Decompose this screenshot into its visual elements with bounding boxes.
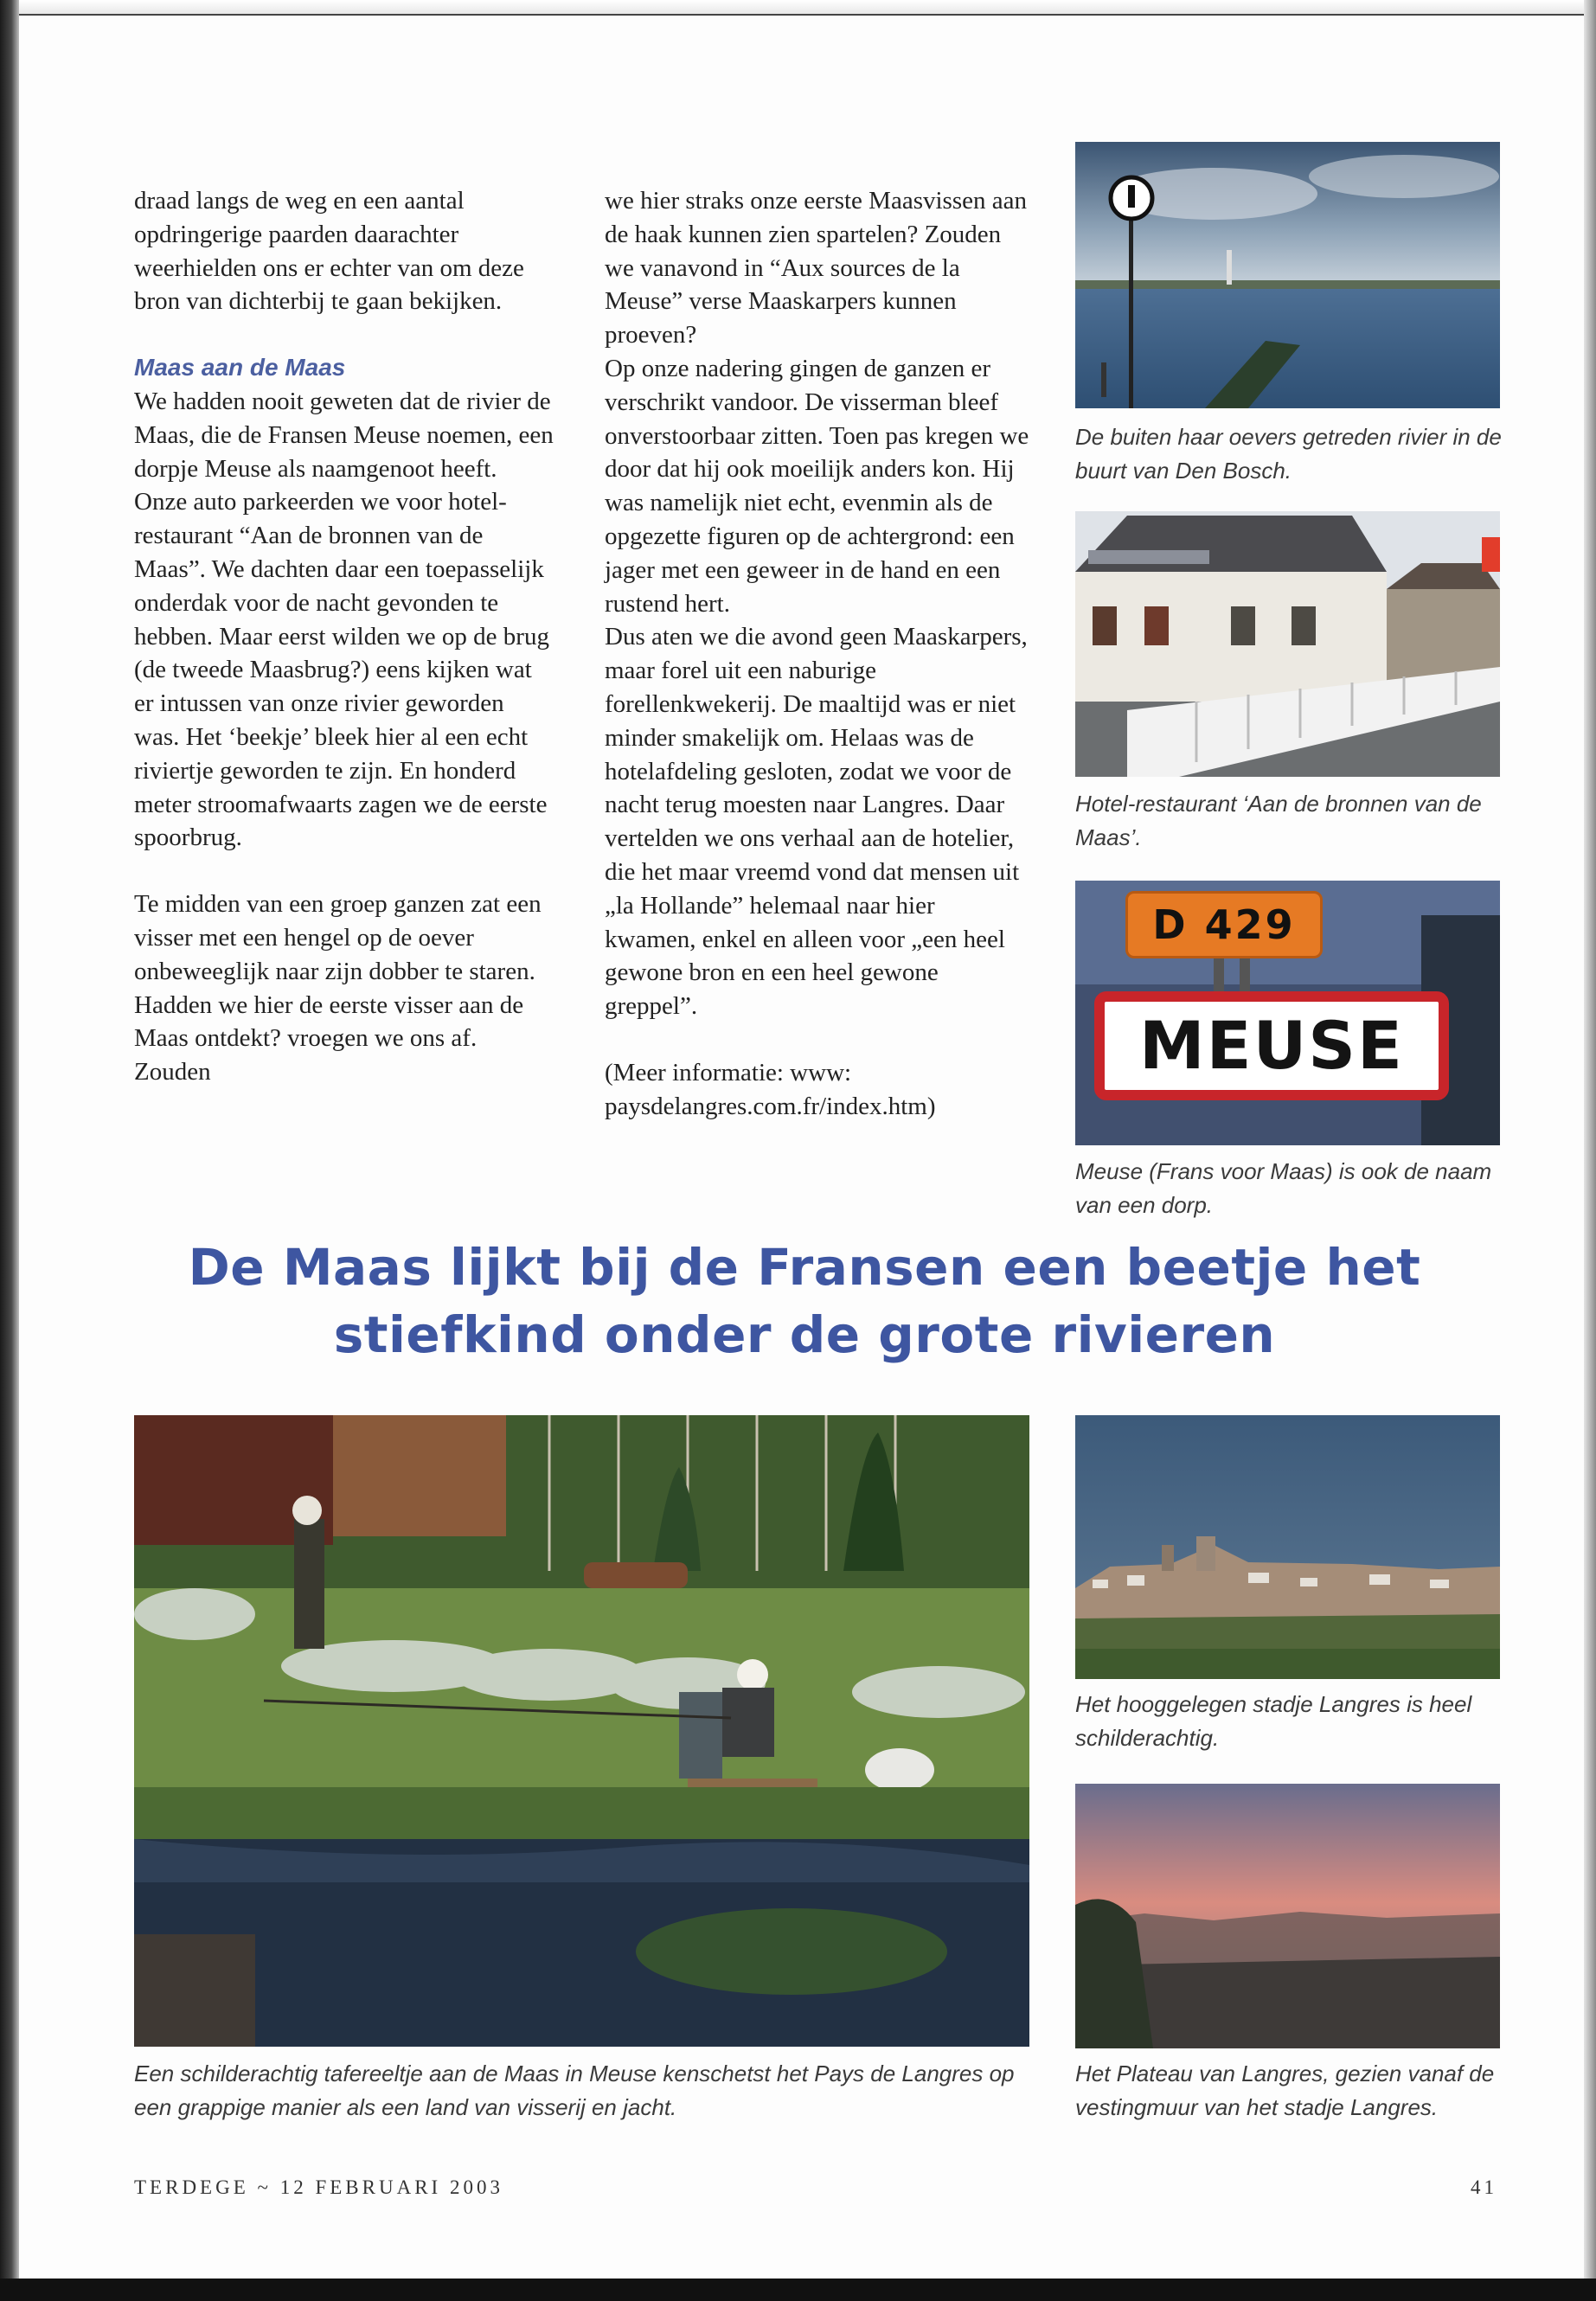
plateau-photo — [1075, 1784, 1500, 2048]
flood-caption: De buiten haar oevers getreden rivier in de buurt van Den Bosch. — [1075, 424, 1502, 484]
langres-town-photo — [1075, 1415, 1500, 1679]
plateau-caption: Het Plateau van Langres, gezien vanaf de vestingmuur van het stadje Langres. — [1075, 2061, 1495, 2120]
hotel-photo — [1075, 511, 1500, 777]
road-number-sign: D 429 — [1125, 891, 1323, 958]
footer-publication: TERDEGE ~ 12 FEBRUARI 2003 — [134, 2176, 503, 2198]
flood-photo — [1075, 142, 1500, 408]
column1-paragraph-3: Te midden van een groep ganzen zat een visser met een hengel op de oever onbeweeglijk naar zijn dobber te staren. Hadden we hier de eerste visser aan de Maas ontdekt? vroegen we ons af. Zouden — [134, 890, 542, 1086]
langres-caption: Het hooggelegen stadje Langres is heel schilderachtig. — [1075, 1691, 1472, 1751]
column1-paragraph-1: draad langs de weg en een aantal opdringerige paarden daarachter weerhielden ons er echter van om deze bron van dichterbij te gaan bekijken. — [134, 187, 524, 316]
text-column-2 — [605, 184, 1030, 1124]
text-column-1 — [134, 184, 554, 1089]
fisherman-scene-photo — [134, 1415, 1029, 2047]
column2-paragraph-4: (Meer informatie: www: paysdelangres.com.fr/index.htm) — [605, 1058, 936, 1120]
subheading: Maas aan de Maas — [134, 354, 346, 381]
column2-paragraph-2: Op onze nadering gingen de ganzen er verschrikt vandoor. De visserman bleef onverstoorbaar zitten. Toen pas kregen we door dat hij ook moeilijk anders kon. Hij was namelijk niet echt, evenmin als de opgezette figuren op de achtergrond: een jager met een geweer in de hand en een rustend hert. — [605, 354, 1029, 618]
column2-paragraph-1: we hier straks onze eerste Maasvissen aan de haak kunnen zien spartelen? Zouden we vanavond in “Aux sources de la Meuse” verse Maaskarpers kunnen proeven? — [605, 187, 1027, 349]
headline-line-1: De Maas lijkt bij de Fransen een beetje het — [188, 1238, 1421, 1297]
sign-caption: Meuse (Frans voor Maas) is ook de naam van een dorp. — [1075, 1158, 1492, 1218]
scan-edge-right — [1584, 0, 1596, 2301]
column1-paragraph-2: We hadden nooit geweten dat de rivier de Maas, die de Fransen Meuse noemen, een dorpje Meuse als naamgenoot heeft. Onze auto parkeerden we voor hotel-restaurant “Aan de bronnen van de Maas”. We dachten daar een toepasselijk onderdak voor de nacht gevonden te hebben. Maar eerst wilden we op de brug (de tweede Maasbrug?) eens kijken wat er intussen van onze rivier geworden was. Het ‘beekje’ bleek hier al een echt riviertje geworden te zijn. En honderd meter stroomafwaarts zagen we de eerste spoorbrug. — [134, 387, 554, 852]
meuse-sign-photo — [1075, 881, 1500, 1145]
scan-edge-top — [0, 0, 1596, 16]
village-name-sign: MEUSE — [1094, 991, 1449, 1100]
scan-edge-left — [0, 0, 19, 2301]
page-number: 41 — [1471, 2176, 1497, 2198]
headline-line-2: stiefkind onder de grote rivieren — [333, 1305, 1276, 1364]
pull-quote-headline — [121, 1234, 1488, 1368]
scan-edge-bottom — [0, 2279, 1596, 2301]
column2-paragraph-3: Dus aten we die avond geen Maaskarpers, maar forel uit een naburige forellenkwekerij. De maaltijd was er niet minder smakelijk om. Helaas was de hotelafdeling gesloten, zodat we voor de nacht terug moesten naar Langres. Daar vertelden we ons verhaal aan de hotelier, die het maar vreemd vond dat mensen uit „la Hollande” helemaal naar hier kwamen, enkel en alleen voor „een heel gewone bron en een heel gewone greppel”. — [605, 623, 1028, 1021]
fisherman-caption: Een schilderachtig tafereeltje aan de Maas in Meuse kenschetst het Pays de Langres op een grappige manier als een land van visserij en jacht. — [134, 2061, 1015, 2120]
hotel-caption: Hotel-restaurant ‘Aan de bronnen van de Maas’. — [1075, 791, 1482, 850]
